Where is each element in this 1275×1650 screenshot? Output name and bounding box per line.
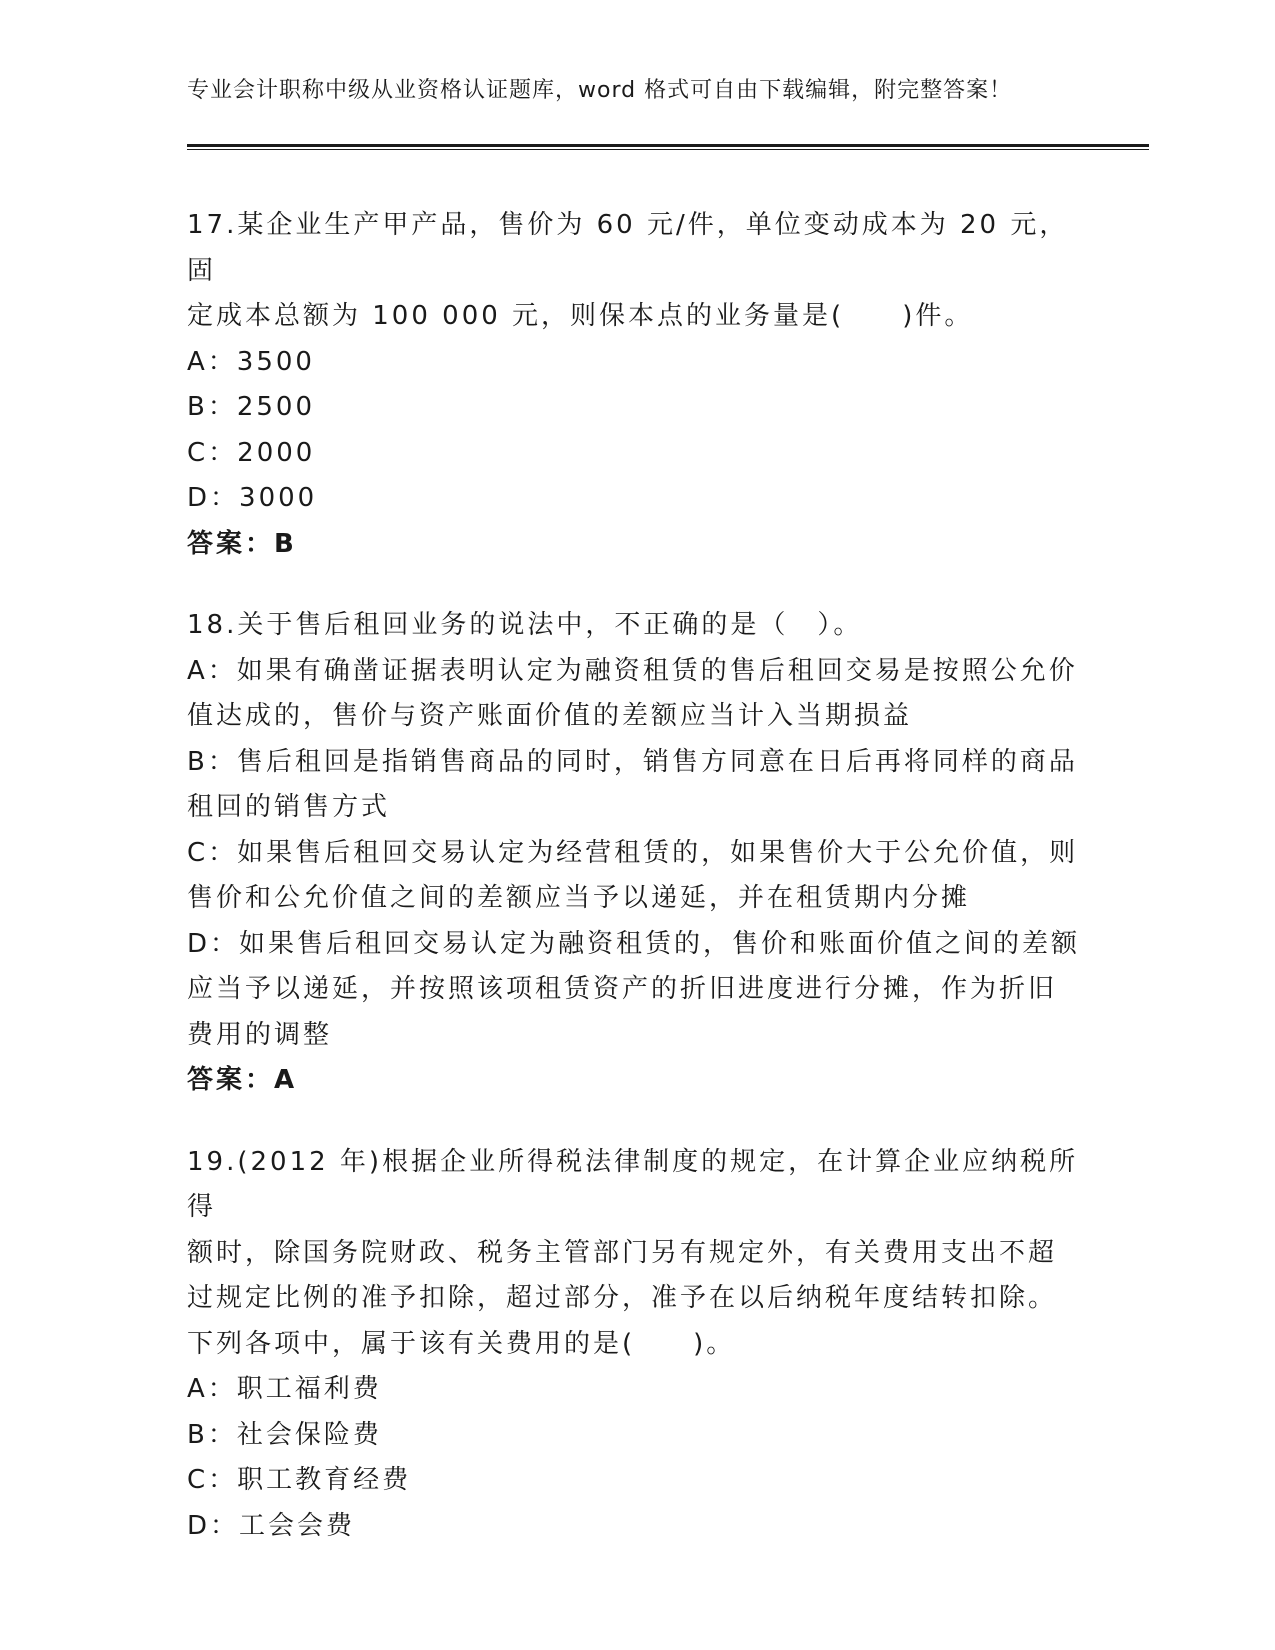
question-stem-line: 17.某企业生产甲产品，售价为 60 元/件，单位变动成本为 20 元，固 [187, 210, 1069, 286]
question-stem-line: 下列各项中，属于该有关费用的是( )。 [187, 1328, 736, 1359]
page-header: 专业会计职称中级从业资格认证题库，word 格式可自由下载编辑，附完整答案！ [187, 78, 1013, 103]
option-b-continued: 租回的销售方式 [187, 792, 391, 822]
option-b: B：售后租回是指销售商品的同时，销售方同意在日后再将同样的商品 [187, 746, 1078, 777]
header-divider [187, 144, 1149, 150]
option-d: D：工会会费 [187, 1510, 356, 1541]
question-17 [187, 203, 1087, 567]
question-spacer [187, 567, 1087, 603]
option-a-continued: 值达成的，售价与资产账面价值的差额应当计入当期损益 [187, 701, 913, 731]
option-d-continued: 应当予以递延，并按照该项租赁资产的折旧进度进行分摊，作为折旧 [187, 974, 1058, 1004]
option-c: C：职工教育经费 [187, 1465, 412, 1495]
option-d-continued: 费用的调整 [187, 1019, 333, 1050]
question-stem-line: 定成本总额为 100 000 元，则保本点的业务量是( )件。 [187, 301, 974, 331]
question-stem-line: 18.关于售后租回业务的说法中，不正确的是（ ）。 [187, 610, 863, 640]
option-c: C：2000 [187, 437, 316, 468]
question-18 [187, 603, 1087, 1104]
question-stem-line: 过规定比例的准予扣除，超过部分，准予在以后纳税年度结转扣除。 [187, 1283, 1058, 1313]
option-a: A：职工福利费 [187, 1374, 382, 1404]
option-b: B：社会保险费 [187, 1419, 382, 1450]
option-d: D：如果售后租回交易认定为融资租赁的，售价和账面价值之间的差额 [187, 928, 1081, 959]
answer-line: 答案：B [187, 528, 297, 559]
option-c-continued: 售价和公允价值之间的差额应当予以递延，并在租赁期内分摊 [187, 883, 971, 913]
option-b: B：2500 [187, 392, 316, 422]
question-list [187, 203, 1087, 1549]
option-c: C：如果售后租回交易认定为经营租赁的，如果售价大于公允价值，则 [187, 837, 1079, 868]
option-d: D：3000 [187, 483, 318, 513]
question-spacer [187, 1104, 1087, 1140]
question-19 [187, 1140, 1087, 1550]
option-a: A：如果有确凿证据表明认定为融资租赁的售后租回交易是按照公允价 [187, 655, 1078, 686]
option-a: A：3500 [187, 346, 315, 377]
answer-line: 答案：A [187, 1065, 298, 1095]
question-stem-line: 额时，除国务院财政、税务主管部门另有规定外，有关费用支出不超 [187, 1237, 1058, 1268]
question-stem-line: 19.(2012 年)根据企业所得税法律制度的规定，在计算企业应纳税所得 [187, 1146, 1079, 1222]
